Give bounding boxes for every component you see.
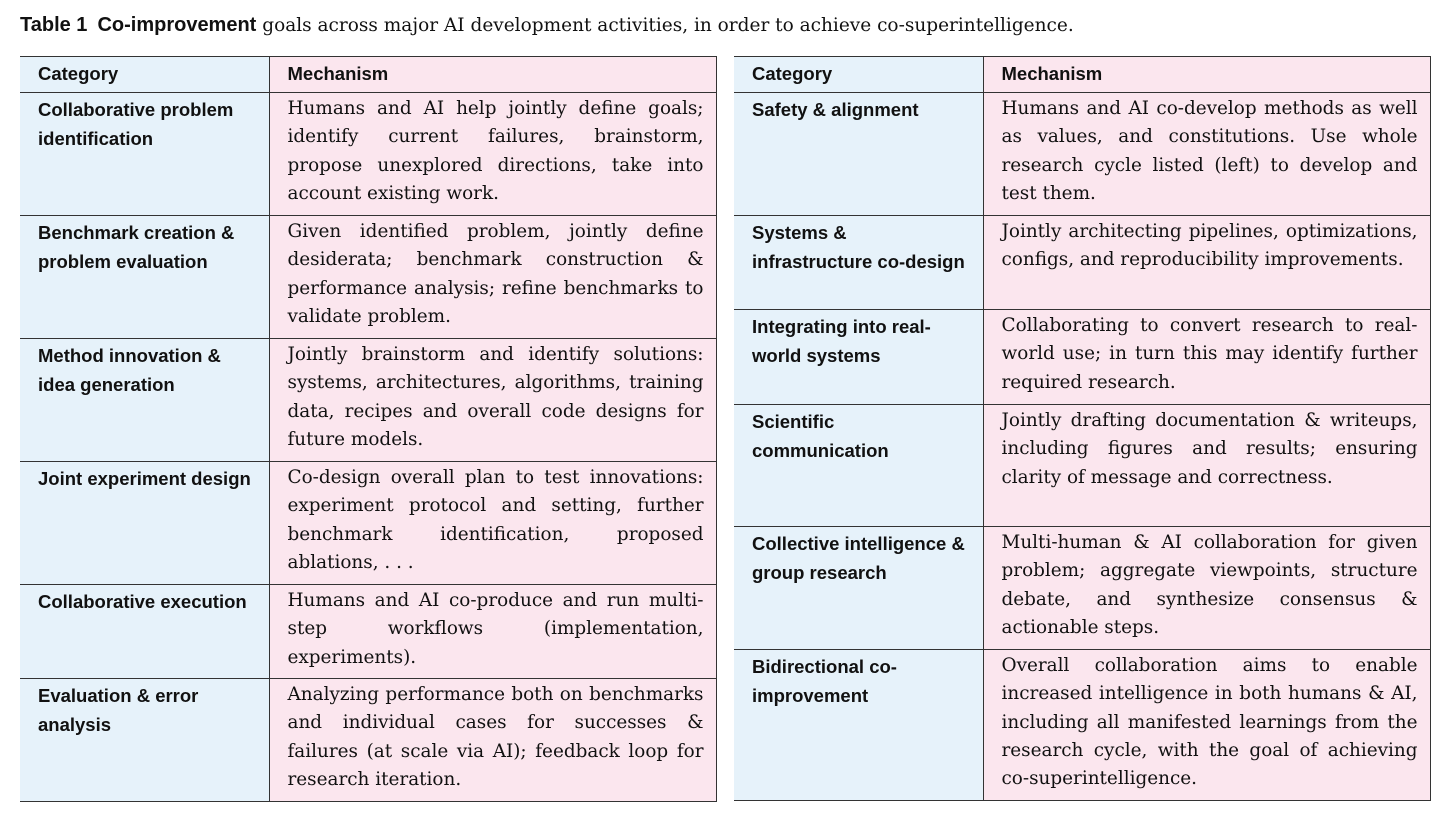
- mechanism-cell: Humans and AI co-develop methods as well as values, and constitutions. Use whole research cycle listed (left) to develop and test them.: [983, 93, 1430, 216]
- category-cell: Scientific communication: [734, 405, 983, 527]
- table-row: [20, 339, 716, 462]
- caption-label: Table 1: [20, 14, 88, 36]
- caption-text: goals across major AI development activities, in order to achieve co-superintelligence.: [256, 15, 1074, 36]
- table-row: [20, 585, 716, 679]
- mechanism-header: Mechanism: [983, 57, 1430, 93]
- mechanism-cell: Jointly brainstorm and identify solutions: systems, architectures, algorithms, training data, recipes and overall code designs for future models.: [269, 339, 716, 462]
- mechanism-cell: Humans and AI co-produce and run multi-step workflows (implementation, experiments).: [269, 585, 716, 679]
- table-row: [734, 216, 1430, 310]
- table-row: [20, 93, 716, 216]
- category-cell: Safety & alignment: [734, 93, 983, 216]
- table-row: [734, 527, 1430, 650]
- header-row: [20, 57, 716, 93]
- mechanism-cell: Given identified problem, jointly define desiderata; benchmark construction & performance analysis; refine benchmarks to validate problem.: [269, 216, 716, 339]
- category-cell: Evaluation & error analysis: [20, 679, 269, 802]
- mechanism-cell: Analyzing performance both on benchmarks and individual cases for successes & failures (at scale via AI); feedback loop for research iteration.: [269, 679, 716, 802]
- mechanism-cell: Humans and AI help jointly define goals; identify current failures, brainstorm, propose unexplored directions, take into account existing work.: [269, 93, 716, 216]
- mechanism-cell: Co-design overall plan to test innovations: experiment protocol and setting, further benchmark identification, proposed ablations, . . .: [269, 462, 716, 585]
- table-row: [734, 405, 1430, 527]
- category-cell: Collective intelligence & group research: [734, 527, 983, 650]
- category-cell: Collaborative execution: [20, 585, 269, 679]
- category-cell: Systems & infrastructure co-design: [734, 216, 983, 310]
- category-cell: Benchmark creation & problem evaluation: [20, 216, 269, 339]
- table-row: [20, 216, 716, 339]
- caption-bold-term: Co-improvement: [97, 14, 257, 36]
- mechanism-cell: Jointly drafting documentation & writeups, including figures and results; ensuring clarity of message and correctness.: [983, 405, 1430, 527]
- table-row: [20, 462, 716, 585]
- category-cell: Bidirectional co-improvement: [734, 650, 983, 801]
- left-table: [20, 56, 717, 802]
- category-cell: Joint experiment design: [20, 462, 269, 585]
- table-row: [20, 679, 716, 802]
- mechanism-cell: Collaborating to convert research to real-world use; in turn this may identify further required research.: [983, 310, 1430, 405]
- category-header: Category: [734, 57, 983, 93]
- mechanism-header: Mechanism: [269, 57, 716, 93]
- category-header: Category: [20, 57, 269, 93]
- category-cell: Integrating into real-world systems: [734, 310, 983, 405]
- right-table: [734, 56, 1431, 801]
- table-caption: [20, 8, 1430, 42]
- mechanism-cell: Overall collaboration aims to enable increased intelligence in both humans & AI, including all manifested learnings from the research cycle, with the goal of achieving co-superintelligence.: [983, 650, 1430, 801]
- category-cell: Method innovation & idea generation: [20, 339, 269, 462]
- mechanism-cell: Jointly architecting pipelines, optimizations, configs, and reproducibility improvements.: [983, 216, 1430, 310]
- category-cell: Collaborative problem identification: [20, 93, 269, 216]
- header-row: [734, 57, 1430, 93]
- table-row: [734, 310, 1430, 405]
- table-row: [734, 650, 1430, 801]
- table-row: [734, 93, 1430, 216]
- mechanism-cell: Multi-human & AI collaboration for given problem; aggregate viewpoints, structure debate, and synthesize consensus & actionable steps.: [983, 527, 1430, 650]
